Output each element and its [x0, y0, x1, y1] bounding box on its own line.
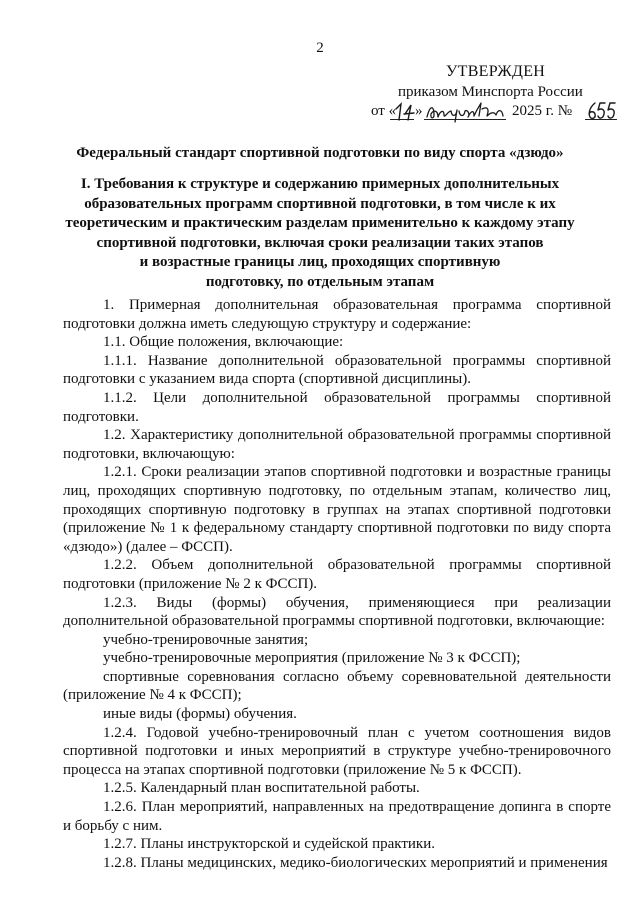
day-handwritten-signature — [392, 100, 416, 122]
section-heading-line: I. Требования к структуре и содержанию примерных дополнительных — [80, 176, 560, 192]
paragraph-1-2-8: 1.2.8. Планы медицинских, медико-биологических мероприятий и применения — [103, 854, 608, 871]
page-number: 2 — [316, 40, 324, 56]
paragraph-1-2-4: 1.2.4. Годовой учебно-тренировочный план с учетом соотношения видов спортивной подготовки и иных мероприятий в структуре учебно-тренировочного процесса на этапах спортивной подготовки (приложение № 5 к ФССП). — [63, 724, 611, 778]
list-item-training-events: учебно-тренировочные мероприятия (приложение № 3 к ФССП); — [103, 650, 521, 667]
section-heading-line: подготовку, по отдельным этапам — [205, 273, 435, 290]
month-handwritten-signature — [424, 99, 506, 123]
paragraph-1-2-7: 1.2.7. Планы инструкторской и судейской практики. — [103, 836, 435, 853]
order-number-handwritten-signature — [586, 99, 618, 123]
paragraph-1-1-1: 1.1.1. Название дополнительной образовательной программы спортивной подготовки с указанием вида спорта (спортивной дисциплины). — [63, 352, 611, 388]
paragraph-1: 1. Примерная дополнительная образовательная программа спортивной подготовки должна иметь следующую структуру и содержание: — [63, 297, 611, 332]
section-heading-line: спортивной подготовки, включая сроки реализации таких этапов — [96, 234, 544, 251]
section-heading-line: теоретическим и практическим разделам применительно к каждому этапу — [65, 215, 575, 231]
section-heading-line: и возрастные границы лиц, проходящих спортивную — [139, 254, 501, 270]
date-prefix: от « — [371, 103, 397, 119]
paragraph-1-2-2: 1.2.2. Объем дополнительной образовательной программы спортивной подготовки (приложение № 2 к ФССП). — [63, 557, 611, 592]
list-item-other-forms: иные виды (формы) обучения. — [103, 706, 297, 723]
paragraph-1-2-1: 1.2.1. Сроки реализации этапов спортивной подготовки и возрастные границы лиц, проходящих спортивную подготовку, по отдельным этапам, количество лиц, проходящих спортивную подготовку в группах на этапах спортивной подготовки (приложение № 1 к федеральному стандарту спортивной подготовки по виду спорта «дзюдо») (далее – ФССП). — [63, 464, 611, 555]
date-year: 2025 г. № — [512, 103, 573, 119]
date-closing-quote: » — [415, 103, 423, 119]
paragraph-1-2-5: 1.2.5. Календарный план воспитательной работы. — [103, 780, 420, 797]
paragraph-1-1: 1.1. Общие положения, включающие: — [103, 334, 344, 351]
section-heading — [52, 175, 588, 292]
standard-title: Федеральный стандарт спортивной подготовки по виду спорта «дзюдо» — [76, 145, 564, 161]
paragraph-1-1-2: 1.1.2. Цели дополнительной образовательной программы спортивной подготовки. — [63, 389, 611, 425]
approval-issuer: приказом Минспорта России — [398, 84, 583, 100]
paragraph-1-2-3: 1.2.3. Виды (формы) обучения, применяющиеся при реализации дополнительной образовательной программы спортивной подготовки, включающие: — [63, 594, 611, 630]
approval-status: УТВЕРЖДЕН — [446, 63, 546, 80]
section-heading-line: образовательных программ спортивной подготовки, в том числе к их — [84, 195, 556, 212]
document-body — [63, 296, 611, 872]
list-item-competitions: спортивные соревнования согласно объему соревновательной деятельности (приложение № 4 к ФССП); — [63, 668, 611, 704]
paragraph-1-2-6: 1.2.6. План мероприятий, направленных на предотвращение допинга в спорте и борьбу с ним. — [63, 799, 611, 834]
paragraph-1-2: 1.2. Характеристику дополнительной образовательной программы спортивной подготовки, включающую: — [63, 427, 611, 462]
list-item-training-sessions: учебно-тренировочные занятия; — [103, 631, 309, 648]
approval-date-line — [0, 102, 640, 124]
